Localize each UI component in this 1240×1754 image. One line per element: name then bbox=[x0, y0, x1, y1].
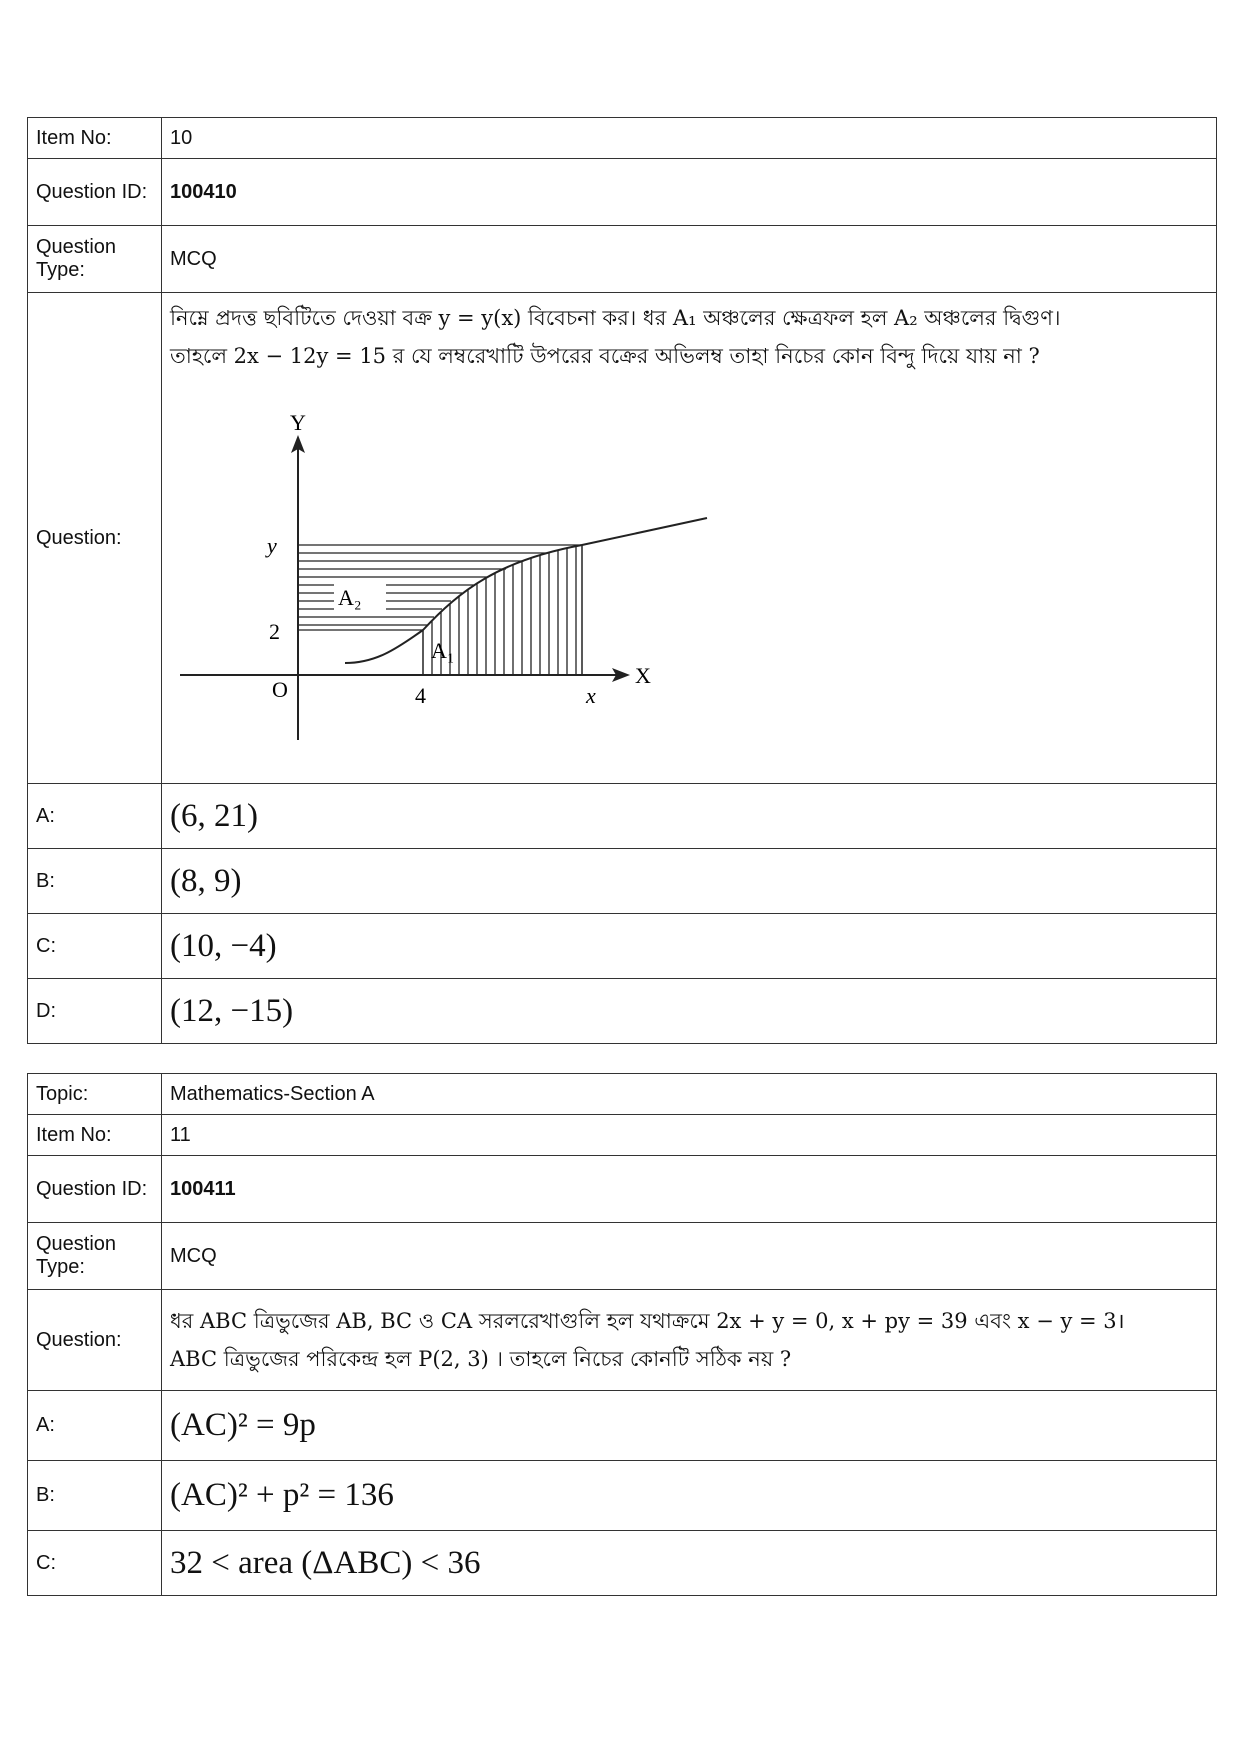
question-type-value: MCQ bbox=[162, 226, 1217, 293]
option-c-label: C: bbox=[28, 1531, 162, 1596]
option-a-value: (AC)² = 9p bbox=[162, 1391, 1217, 1461]
question-type-label: Question Type: bbox=[28, 1223, 162, 1290]
question-id-row bbox=[28, 159, 1217, 226]
question-11-table bbox=[27, 1073, 1217, 1596]
question-row bbox=[28, 293, 1217, 784]
option-d-value: (12, −15) bbox=[162, 979, 1217, 1044]
question-type-label: Question Type: bbox=[28, 226, 162, 293]
option-b-value: (AC)² + p² = 136 bbox=[162, 1461, 1217, 1531]
item-no-row bbox=[28, 118, 1217, 159]
question-body bbox=[162, 1290, 1217, 1391]
option-a-label: A: bbox=[28, 1391, 162, 1461]
y-axis-label: Y bbox=[290, 410, 306, 435]
question-10-table bbox=[27, 117, 1217, 1044]
y-tick-y-label: y bbox=[267, 533, 277, 558]
item-no-label: Item No: bbox=[28, 118, 162, 159]
option-c-label: C: bbox=[28, 914, 162, 979]
option-b-label: B: bbox=[28, 1461, 162, 1531]
option-a-row bbox=[28, 784, 1217, 849]
question-type-row bbox=[28, 1223, 1217, 1290]
option-b-row bbox=[28, 849, 1217, 914]
item-no-label: Item No: bbox=[28, 1115, 162, 1156]
option-a-value: (6, 21) bbox=[162, 784, 1217, 849]
option-d-label: D: bbox=[28, 979, 162, 1044]
option-a-label: A: bbox=[28, 784, 162, 849]
x-axis-label: X bbox=[635, 663, 651, 688]
question-text-line-1: নিম্নে প্রদত্ত ছবিটিতে দেওয়া বক্র y = y(x) বিবেচনা কর। ধর A₁ অঞ্চলের ক্ষেত্রফল হল A₂ অঞ্চলের দ্বিগুণ। bbox=[170, 306, 1061, 330]
option-b-value: (8, 9) bbox=[162, 849, 1217, 914]
item-no-value: 10 bbox=[162, 118, 1217, 159]
question-type-value: MCQ bbox=[162, 1223, 1217, 1290]
question-id-label: Question ID: bbox=[28, 159, 162, 226]
option-c-row bbox=[28, 1531, 1217, 1596]
question-row bbox=[28, 1290, 1217, 1391]
item-no-row bbox=[28, 1115, 1217, 1156]
topic-row bbox=[28, 1074, 1217, 1115]
item-no-value: 11 bbox=[162, 1115, 1217, 1156]
question-label: Question: bbox=[28, 293, 162, 784]
origin-label: O bbox=[272, 677, 288, 702]
question-text-line-1: ধর ABC ত্রিভুজের AB, BC ও CA সরলরেখাগুলি হল যথাক্রমে 2x + y = 0, x + py = 39 এবং x − y = 3। bbox=[170, 1309, 1125, 1333]
question-id-row bbox=[28, 1156, 1217, 1223]
option-b-label: B: bbox=[28, 849, 162, 914]
topic-label: Topic: bbox=[28, 1074, 162, 1115]
region-a1-label: A₁ bbox=[431, 638, 455, 663]
option-a-row bbox=[28, 1391, 1217, 1461]
question-id-value: 100411 bbox=[162, 1156, 1217, 1223]
option-d-row bbox=[28, 979, 1217, 1044]
curve-y-of-x bbox=[345, 518, 707, 663]
option-c-value: (10, −4) bbox=[162, 914, 1217, 979]
topic-value: Mathematics-Section A bbox=[162, 1074, 1217, 1115]
question-type-row bbox=[28, 226, 1217, 293]
question-id-value: 100410 bbox=[162, 159, 1217, 226]
area-curve-figure bbox=[170, 375, 730, 755]
question-body bbox=[162, 293, 1217, 784]
y-tick-2-label: 2 bbox=[269, 619, 280, 644]
x-tick-x-label: x bbox=[586, 683, 596, 708]
option-b-row bbox=[28, 1461, 1217, 1531]
option-c-row bbox=[28, 914, 1217, 979]
x-tick-4-label: 4 bbox=[415, 683, 426, 708]
question-text-line-2: ABC ত্রিভুজের পরিকেন্দ্র হল P(2, 3) । তাহলে নিচের কোনটি সঠিক নয় ? bbox=[170, 1347, 792, 1371]
region-a2-label: A₂ bbox=[338, 585, 362, 610]
question-label: Question: bbox=[28, 1290, 162, 1391]
question-id-label: Question ID: bbox=[28, 1156, 162, 1223]
option-c-value: 32 < area (ΔABC) < 36 bbox=[162, 1531, 1217, 1596]
question-text-line-2: তাহলে 2x − 12y = 15 র যে লম্বরেখাটি উপরের বক্রের অভিলম্ব তাহা নিচের কোন বিন্দু দিয়ে যায় না ? bbox=[170, 344, 1040, 368]
